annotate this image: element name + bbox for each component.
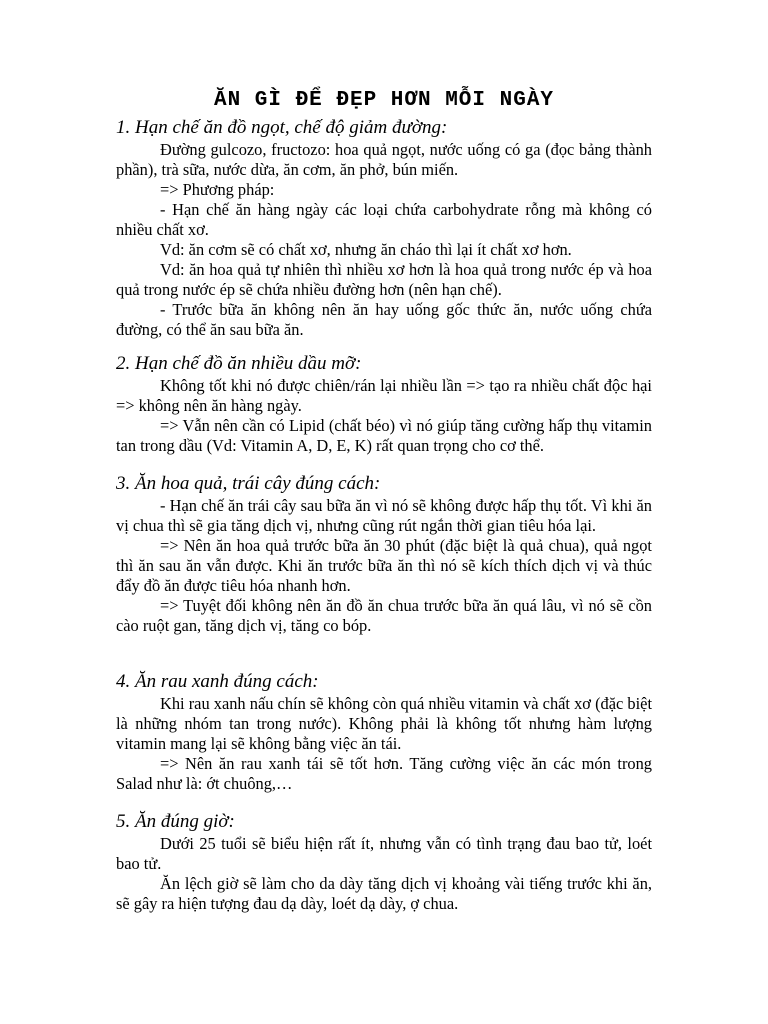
paragraph: Vd: ăn cơm sẽ có chất xơ, nhưng ăn cháo thì lại ít chất xơ hơn. [160,240,572,259]
paragraph: Vd: ăn hoa quả tự nhiên thì nhiều xơ hơn là hoa quả trong nước ép và hoa quả trong nước ép sẽ chứa nhiều đường hơn (nên hạn chế). [116,260,652,299]
section-3 [116,472,652,636]
section-heading: 5. Ăn đúng giờ: [116,811,235,832]
paragraph: - Trước bữa ăn không nên ăn hay uống gốc thức ăn, nước uống chứa đường, có thể ăn sau bữa ăn. [116,300,652,339]
paragraph: Đường gulcozo, fructozo: hoa quả ngọt, nước uống có ga (đọc bảng thành phần), trà sữa, nước dừa, ăn cơm, ăn phở, bún miến. [116,140,652,179]
paragraph: - Hạn chế ăn hàng ngày các loại chứa carbohydrate rỗng mà không có nhiều chất xơ. [116,200,652,239]
paragraph: => Vẫn nên cần có Lipid (chất béo) vì nó giúp tăng cường hấp thụ vitamin tan trong dầu (Vd: Vitamin A, D, E, K) rất quan trọng cho cơ thể. [116,416,652,455]
paragraph: => Tuyệt đối không nên ăn đồ ăn chua trước bữa ăn quá lâu, vì nó sẽ cồn cào ruột gan, tăng dịch vị, tăng co bóp. [116,596,652,635]
paragraph: Dưới 25 tuổi sẽ biểu hiện rất ít, nhưng vẫn có tình trạng đau bao tử, loét bao tử. [116,834,652,873]
section-heading: 2. Hạn chế đồ ăn nhiều dầu mỡ: [116,353,362,374]
paragraph: => Nên ăn rau xanh tái sẽ tốt hơn. Tăng cường việc ăn các món trong Salad như là: ớt chuông,… [116,754,652,793]
section-heading: 3. Ăn hoa quả, trái cây đúng cách: [116,473,381,494]
paragraph: - Hạn chế ăn trái cây sau bữa ăn vì nó sẽ không được hấp thụ tốt. Vì khi ăn vị chua thì sẽ gia tăng dịch vị, nhưng cũng rút ngắn thời gian tiêu hóa lại. [116,496,652,535]
section-4 [116,670,652,794]
paragraph: Không tốt khi nó được chiên/rán lại nhiều lần => tạo ra nhiều chất độc hại => không nên ăn hàng ngày. [116,376,652,415]
paragraph: Ăn lệch giờ sẽ làm cho da dày tăng dịch vị khoảng vài tiếng trước khi ăn, sẽ gây ra hiện tượng đau dạ dày, loét dạ dày, ợ chua. [116,874,652,913]
paragraph: => Nên ăn hoa quả trước bữa ăn 30 phút (đặc biệt là quả chua), quả ngọt thì ăn sau ăn vẫn được. Khi ăn trước bữa ăn thì nó sẽ kích thích dịch vị và thúc đẩy đồ ăn được tiêu hóa nhanh hơn. [116,536,652,595]
paragraph: Khi rau xanh nấu chín sẽ không còn quá nhiều vitamin và chất xơ (đặc biệt là những nhóm tan trong nước). Không phải là không tốt nhưng hàm lượng vitamin mang lại sẽ không bằng việc ăn tái. [116,694,652,753]
section-heading: 4. Ăn rau xanh đúng cách: [116,671,319,692]
section-1 [116,116,652,340]
paragraph: => Phương pháp: [160,180,275,199]
document-title: ĂN GÌ ĐỂ ĐẸP HƠN MỖI NGÀY [213,89,555,112]
section-heading: 1. Hạn chế ăn đồ ngọt, chế độ giảm đường: [116,117,448,138]
section-5 [116,810,652,914]
section-2 [116,352,652,456]
